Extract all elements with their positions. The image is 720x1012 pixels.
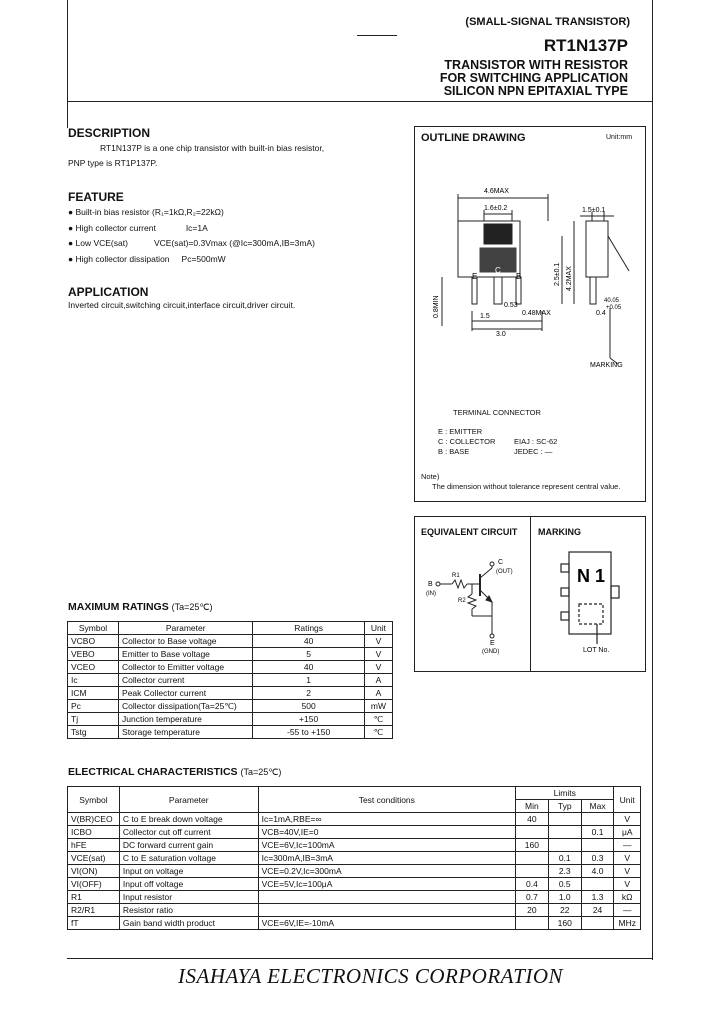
description-text-1: RT1N137P is a one chip transistor with built-in bias resistor, bbox=[100, 143, 325, 153]
cell: — bbox=[614, 839, 641, 852]
feature-item: ● Built-in bias resistor (R₁=1kΩ,R₂=22kΩ) bbox=[68, 207, 224, 217]
header-symbol: Symbol bbox=[68, 622, 119, 635]
feature-value: Pc=500mW bbox=[181, 254, 226, 264]
cell: 0.1 bbox=[581, 826, 614, 839]
cell: VI(OFF) bbox=[68, 878, 120, 891]
dim-2-5: 2.5±0.1 bbox=[554, 262, 561, 286]
cell: Resistor ratio bbox=[119, 904, 258, 917]
table-row bbox=[68, 813, 641, 826]
feature-label: High collector current bbox=[75, 223, 156, 233]
table-row bbox=[68, 648, 393, 661]
cell: 24 bbox=[581, 904, 614, 917]
header-unit: Unit bbox=[364, 622, 392, 635]
note-text: The dimension without tolerance represent central value. bbox=[432, 482, 621, 491]
cell: 40 bbox=[515, 813, 548, 826]
cell: 0.7 bbox=[515, 891, 548, 904]
dim-1-5: 1.5 bbox=[480, 313, 490, 320]
cell bbox=[515, 865, 548, 878]
header-symbol: Symbol bbox=[68, 787, 120, 813]
cell: 1 bbox=[253, 674, 364, 687]
feature-value: VCE(sat)=0.3Vmax (@Ic=300mA,IB=3mA) bbox=[153, 238, 315, 248]
equivalent-circuit bbox=[414, 516, 530, 670]
marking-label: MARKING bbox=[590, 362, 623, 369]
cell: 40 bbox=[253, 661, 364, 674]
cell bbox=[581, 917, 614, 930]
cell: C to E break down voltage bbox=[119, 813, 258, 826]
electrical-cond: (Ta=25℃) bbox=[240, 767, 282, 777]
cell: V bbox=[614, 813, 641, 826]
right-border bbox=[652, 0, 653, 960]
cell: Pc bbox=[68, 700, 119, 713]
circuit-c-sub: (OUT) bbox=[496, 569, 513, 575]
cell: Collector dissipation(Ta=25℃) bbox=[119, 700, 253, 713]
cell bbox=[515, 917, 548, 930]
dim-4-2max: 4.2MAX bbox=[566, 266, 573, 291]
feature-item: ● High collector dissipation Pc=500mW bbox=[68, 254, 226, 264]
dim-0-8min: 0.8MIN bbox=[433, 295, 440, 318]
max-ratings-title bbox=[68, 601, 213, 613]
circuit-b-label: B bbox=[428, 581, 433, 588]
r2-resistor bbox=[468, 594, 476, 609]
table-row bbox=[68, 726, 393, 739]
package-tab bbox=[484, 224, 512, 244]
cell: ℃ bbox=[364, 713, 392, 726]
feature-label: Built-in bias resistor bbox=[75, 207, 150, 217]
cell: R1 bbox=[68, 891, 120, 904]
table-row bbox=[68, 852, 641, 865]
header-ratings: Ratings bbox=[253, 622, 364, 635]
cell: kΩ bbox=[614, 891, 641, 904]
lead-e bbox=[472, 277, 477, 304]
cell bbox=[515, 852, 548, 865]
description-text-2: PNP type is RT1P137P. bbox=[68, 158, 158, 168]
table-row bbox=[68, 674, 393, 687]
cell: A bbox=[364, 674, 392, 687]
pin-c-label: C bbox=[495, 266, 501, 275]
cell: 22 bbox=[548, 904, 581, 917]
cell bbox=[581, 839, 614, 852]
header-limits: Limits bbox=[515, 787, 613, 800]
feature-title: FEATURE bbox=[68, 190, 124, 204]
application-text: Inverted circuit,switching circuit,interface circuit,driver circuit. bbox=[68, 300, 296, 310]
note-title: Note) bbox=[421, 472, 440, 481]
cell: Peak Collector current bbox=[119, 687, 253, 700]
pin-e-label: E bbox=[472, 272, 478, 281]
cell: 1.3 bbox=[581, 891, 614, 904]
header-parameter: Parameter bbox=[119, 787, 258, 813]
header-parameter: Parameter bbox=[119, 622, 253, 635]
dim-0-53: 0.53 bbox=[504, 302, 518, 309]
cell: — bbox=[614, 904, 641, 917]
small-dash bbox=[357, 35, 397, 36]
feature-value: (R₁=1kΩ,R₂=22kΩ) bbox=[152, 207, 224, 217]
electrical-title bbox=[68, 766, 281, 778]
header-max: Max bbox=[581, 800, 614, 813]
cell: VCB=40V,IE=0 bbox=[258, 826, 515, 839]
cell: 0.5 bbox=[548, 878, 581, 891]
cell: V bbox=[364, 648, 392, 661]
cell: 160 bbox=[548, 917, 581, 930]
cell: Collector cut off current bbox=[119, 826, 258, 839]
equivalent-title: EQUIVALENT CIRCUIT bbox=[421, 527, 518, 537]
cell bbox=[581, 878, 614, 891]
cell: 20 bbox=[515, 904, 548, 917]
lot-number-area bbox=[579, 604, 603, 624]
feature-value: Ic=1A bbox=[185, 223, 208, 233]
outline-unit: Unit:mm bbox=[606, 134, 633, 141]
cell: Collector to Base voltage bbox=[119, 635, 253, 648]
side-view-body bbox=[586, 221, 608, 277]
lead-c bbox=[494, 277, 502, 304]
cell: Collector current bbox=[119, 674, 253, 687]
cell: DC forward current gain bbox=[119, 839, 258, 852]
header-min: Min bbox=[515, 800, 548, 813]
table-row bbox=[68, 865, 641, 878]
cell: VCBO bbox=[68, 635, 119, 648]
cell: Ic=300mA,IB=3mA bbox=[258, 852, 515, 865]
cell: 160 bbox=[515, 839, 548, 852]
cell: +150 bbox=[253, 713, 364, 726]
cell: VEBO bbox=[68, 648, 119, 661]
cell: 2 bbox=[253, 687, 364, 700]
cell: 5 bbox=[253, 648, 364, 661]
lot-number-label: LOT No. bbox=[583, 647, 610, 654]
table-row bbox=[68, 700, 393, 713]
circuit-r2-label: R2 bbox=[458, 598, 466, 604]
marking-code: N 1 bbox=[577, 566, 606, 586]
electrical-table bbox=[67, 786, 641, 930]
cell: fT bbox=[68, 917, 120, 930]
dim-3-0: 3.0 bbox=[496, 331, 506, 338]
description-title: DESCRIPTION bbox=[68, 126, 151, 140]
r1-resistor bbox=[452, 580, 467, 588]
cell: mW bbox=[364, 700, 392, 713]
cell: 0.3 bbox=[581, 852, 614, 865]
circuit-c-label: C bbox=[498, 559, 504, 566]
cell: VCE=5V,Ic=100μA bbox=[258, 878, 515, 891]
cell: Storage temperature bbox=[119, 726, 253, 739]
marking-diagram bbox=[531, 516, 644, 670]
terminal-e: E : EMITTER bbox=[438, 427, 483, 436]
cell: V bbox=[614, 852, 641, 865]
feature-item: ● High collector current Ic=1A bbox=[68, 223, 208, 233]
cell bbox=[515, 826, 548, 839]
cell: R2/R1 bbox=[68, 904, 120, 917]
cell: MHz bbox=[614, 917, 641, 930]
cell: C to E saturation voltage bbox=[119, 852, 258, 865]
cell: VCE=6V,Ic=100mA bbox=[258, 839, 515, 852]
cell: 1.0 bbox=[548, 891, 581, 904]
max-ratings-cond: (Ta=25℃) bbox=[171, 602, 213, 612]
cell: V bbox=[364, 661, 392, 674]
pin-b-label: B bbox=[516, 272, 522, 281]
cell: VCE(sat) bbox=[68, 852, 120, 865]
marking-package bbox=[569, 552, 611, 634]
header-line-1: TRANSISTOR WITH RESISTOR bbox=[444, 58, 628, 72]
table-row bbox=[68, 826, 641, 839]
cell: 2.3 bbox=[548, 865, 581, 878]
table-row bbox=[68, 917, 641, 930]
table-row bbox=[68, 661, 393, 674]
cell: Input on voltage bbox=[119, 865, 258, 878]
terminal-b: B : BASE bbox=[438, 447, 470, 456]
cell: A bbox=[364, 687, 392, 700]
cell: 0.4 bbox=[515, 878, 548, 891]
cell: Junction temperature bbox=[119, 713, 253, 726]
cell: 4.0 bbox=[581, 865, 614, 878]
cell: V(BR)CEO bbox=[68, 813, 120, 826]
cell bbox=[581, 813, 614, 826]
header-test-conditions: Test conditions bbox=[258, 787, 515, 813]
cell: μA bbox=[614, 826, 641, 839]
cell bbox=[548, 826, 581, 839]
cell: Ic=1mA,RBE=∞ bbox=[258, 813, 515, 826]
table-row bbox=[68, 891, 641, 904]
table-row bbox=[68, 878, 641, 891]
cell: ICM bbox=[68, 687, 119, 700]
cell: 500 bbox=[253, 700, 364, 713]
feature-label: Low VCE(sat) bbox=[75, 238, 128, 248]
application-title: APPLICATION bbox=[68, 285, 149, 299]
cell bbox=[258, 891, 515, 904]
dim-0-48max: 0.48MAX bbox=[522, 310, 551, 317]
category-label: (SMALL-SIGNAL TRANSISTOR) bbox=[465, 16, 630, 28]
circuit-e-sub: (GND) bbox=[482, 649, 500, 655]
cell: Tstg bbox=[68, 726, 119, 739]
table-row bbox=[68, 904, 641, 917]
cell bbox=[548, 839, 581, 852]
cell: V bbox=[614, 865, 641, 878]
dim-40-05: 40.05 bbox=[604, 298, 620, 304]
part-number: RT1N137P bbox=[543, 36, 628, 55]
cell: Tj bbox=[68, 713, 119, 726]
header-line-3: SILICON NPN EPITAXIAL TYPE bbox=[443, 84, 628, 98]
dim-1-6: 1.6±0.2 bbox=[484, 205, 508, 212]
circuit-b-sub: (IN) bbox=[426, 591, 436, 597]
cell: hFE bbox=[68, 839, 120, 852]
lead-b bbox=[516, 277, 521, 304]
jedec-label: JEDEC : — bbox=[514, 447, 553, 456]
cell: Collector to Emitter voltage bbox=[119, 661, 253, 674]
table-row bbox=[68, 713, 393, 726]
cell: 40 bbox=[253, 635, 364, 648]
cell: Input resistor bbox=[119, 891, 258, 904]
feature-label: High collector dissipation bbox=[75, 254, 170, 264]
footer-rule bbox=[67, 958, 653, 959]
terminal-title: TERMINAL CONNECTOR bbox=[453, 408, 541, 417]
header-underline bbox=[67, 101, 653, 102]
cell: Input off voltage bbox=[119, 878, 258, 891]
cell: Gain band width product bbox=[119, 917, 258, 930]
max-ratings-table bbox=[67, 621, 393, 739]
cell: V bbox=[364, 635, 392, 648]
cell: Ic bbox=[68, 674, 119, 687]
table-row bbox=[68, 635, 393, 648]
dim-plus-0-05: +0.05 bbox=[606, 305, 622, 311]
cell: VCEO bbox=[68, 661, 119, 674]
circuit-e-label: E bbox=[490, 640, 495, 647]
feature-item: ● Low VCE(sat) VCE(sat)=0.3Vmax (@Ic=300mA,IB=3mA) bbox=[68, 238, 315, 248]
max-ratings-title-text: MAXIMUM RATINGS bbox=[68, 601, 169, 613]
header-unit: Unit bbox=[614, 787, 641, 813]
terminal-c: C : COLLECTOR bbox=[438, 437, 496, 446]
cell: VI(ON) bbox=[68, 865, 120, 878]
table-row bbox=[68, 687, 393, 700]
cell: -55 to +150 bbox=[253, 726, 364, 739]
cell bbox=[548, 813, 581, 826]
company-name: ISAHAYA ELECTRONICS CORPORATION bbox=[178, 964, 564, 988]
dim-1-5-side: 1.5±0.1 bbox=[582, 207, 606, 214]
left-border bbox=[67, 0, 68, 128]
outline-title: OUTLINE DRAWING bbox=[421, 132, 526, 144]
header-typ: Typ bbox=[548, 800, 581, 813]
cell: VCE=0.2V,Ic=300mA bbox=[258, 865, 515, 878]
cell: ℃ bbox=[364, 726, 392, 739]
cell: Emitter to Base voltage bbox=[119, 648, 253, 661]
dim-4-6max: 4.6MAX bbox=[484, 188, 509, 195]
table-row bbox=[68, 839, 641, 852]
cell: ICBO bbox=[68, 826, 120, 839]
cell: V bbox=[614, 878, 641, 891]
electrical-title-text: ELECTRICAL CHARACTERISTICS bbox=[68, 766, 238, 778]
eiaj-label: EIAJ : SC-62 bbox=[514, 437, 558, 446]
marking-title: MARKING bbox=[538, 527, 581, 537]
cell bbox=[258, 904, 515, 917]
circuit-r1-label: R1 bbox=[452, 573, 460, 579]
cell: VCE=6V,IE=-10mA bbox=[258, 917, 515, 930]
cell: 0.1 bbox=[548, 852, 581, 865]
header-line-2: FOR SWITCHING APPLICATION bbox=[439, 71, 628, 85]
dim-0-4: 0.4 bbox=[596, 310, 606, 317]
